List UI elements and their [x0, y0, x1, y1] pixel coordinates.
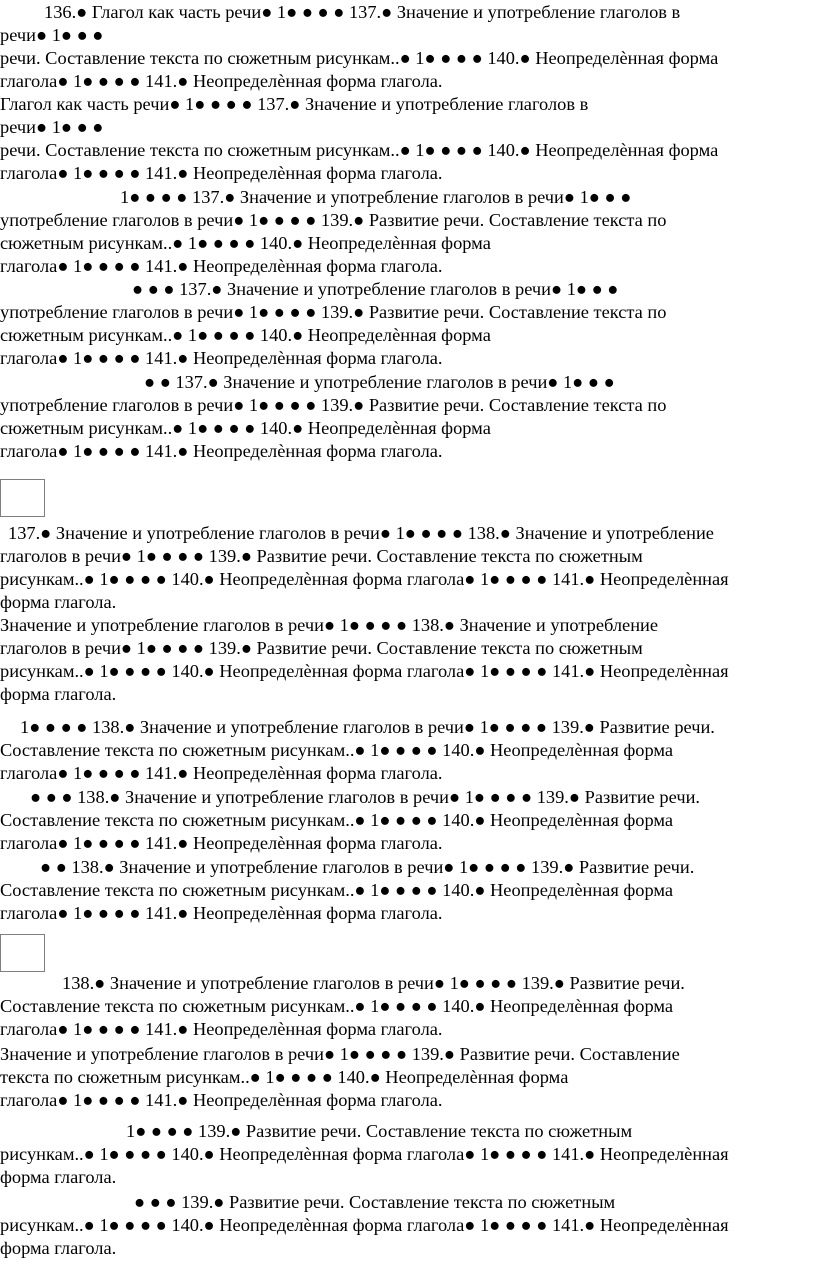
text-line: глагола● 1● ● ● ● 141.● Неопределѐнная форма глагола.: [0, 903, 443, 924]
text-line: глагола● 1● ● ● ● 141.● Неопределѐнная форма глагола.: [0, 256, 443, 277]
text-block-6: [0, 522, 816, 614]
text-line: глагола● 1● ● ● ● 141.● Неопределѐнная форма глагола.: [0, 71, 443, 92]
text-line: 1● ● ● ● 139.● Развитие речи. Составление текста по сюжетным: [126, 1121, 633, 1141]
text-block-13: [0, 1120, 816, 1189]
text-line: ● ● ● 139.● Развитие речи. Составление текста по сюжетным: [134, 1192, 616, 1212]
text-block-9: [0, 786, 816, 855]
text-line: 138.● Значение и употребление глаголов в речи● 1● ● ● ● 139.● Развитие речи.: [62, 973, 685, 993]
text-line: глагола● 1● ● ● ● 141.● Неопределѐнная форма глагола.: [0, 348, 443, 369]
text-line: форма глагола.: [0, 1167, 117, 1188]
text-line: рисункам..● 1● ● ● ● 140.● Неопределѐнная форма глагола● 1● ● ● ● 141.● Неопределѐнная: [0, 1215, 729, 1236]
text-block-1: [0, 1, 816, 93]
text-line: глагола● 1● ● ● ● 141.● Неопределѐнная форма глагола.: [0, 763, 443, 784]
text-block-8: [0, 716, 816, 785]
text-block-4: [0, 278, 816, 370]
text-block-5: [0, 371, 816, 463]
text-line: ● ● ● 137.● Значение и употребление глаголов в речи● 1● ● ●: [132, 279, 619, 299]
text-block-10: [0, 856, 816, 925]
text-line: глагола● 1● ● ● ● 141.● Неопределѐнная форма глагола.: [0, 163, 443, 184]
text-line: Значение и употребление глаголов в речи● 1● ● ● ● 139.● Развитие речи. Составление: [0, 1044, 680, 1064]
text-line: Составление текста по сюжетным рисункам..● 1● ● ● ● 140.● Неопределѐнная форма: [0, 740, 674, 761]
text-line: ● ● ● 138.● Значение и употребление глаголов в речи● 1● ● ● ● 139.● Развитие речи.: [30, 787, 701, 807]
text-line: форма глагола.: [0, 1238, 117, 1259]
text-block-12: [0, 1043, 816, 1112]
text-line: речи. Составление текста по сюжетным рисункам..● 1● ● ● ● 140.● Неопределѐнная форма: [0, 140, 719, 161]
text-line: речи● 1● ● ●: [0, 117, 104, 138]
text-line: 1● ● ● ● 137.● Значение и употребление глаголов в речи● 1● ● ●: [120, 187, 632, 207]
text-block-2: [0, 93, 816, 185]
text-block-3: [0, 186, 816, 278]
text-line: Составление текста по сюжетным рисункам..● 1● ● ● ● 140.● Неопределѐнная форма: [0, 810, 674, 831]
text-line: глагола● 1● ● ● ● 141.● Неопределѐнная форма глагола.: [0, 833, 443, 854]
text-line: ● ● 137.● Значение и употребление глаголов в речи● 1● ● ●: [144, 372, 615, 392]
text-block-14: [0, 1191, 816, 1260]
text-line: 1● ● ● ● 138.● Значение и употребление глаголов в речи● 1● ● ● ● 139.● Развитие речи.: [20, 717, 715, 737]
text-line: глаголов в речи● 1● ● ● ● 139.● Развитие речи. Составление текста по сюжетным: [0, 638, 643, 659]
text-line: текста по сюжетным рисункам..● 1● ● ● ● 140.● Неопределѐнная форма: [0, 1067, 569, 1088]
text-line: глаголов в речи● 1● ● ● ● 139.● Развитие речи. Составление текста по сюжетным: [0, 546, 643, 567]
text-line: форма глагола.: [0, 592, 117, 613]
text-line: употребление глаголов в речи● 1● ● ● ● 139.● Развитие речи. Составление текста по: [0, 395, 667, 416]
text-line: глагола● 1● ● ● ● 141.● Неопределѐнная форма глагола.: [0, 1090, 443, 1111]
text-line: сюжетным рисункам..● 1● ● ● ● 140.● Неопределѐнная форма: [0, 325, 491, 346]
text-line: речи● 1● ● ●: [0, 25, 104, 46]
text-line: Составление текста по сюжетным рисункам..● 1● ● ● ● 140.● Неопределѐнная форма: [0, 880, 674, 901]
text-line: рисункам..● 1● ● ● ● 140.● Неопределѐнная форма глагола● 1● ● ● ● 141.● Неопределѐнная: [0, 661, 729, 682]
text-line: глагола● 1● ● ● ● 141.● Неопределѐнная форма глагола.: [0, 441, 443, 462]
empty-box: [0, 934, 45, 972]
text-line: глагола● 1● ● ● ● 141.● Неопределѐнная форма глагола.: [0, 1019, 443, 1040]
text-line: сюжетным рисункам..● 1● ● ● ● 140.● Неопределѐнная форма: [0, 418, 491, 439]
text-line: Значение и употребление глаголов в речи● 1● ● ● ● 138.● Значение и употребление: [0, 615, 659, 635]
text-line: Составление текста по сюжетным рисункам..● 1● ● ● ● 140.● Неопределѐнная форма: [0, 996, 674, 1017]
empty-box: [0, 479, 45, 517]
text-block-11: [0, 972, 816, 1041]
text-line: употребление глаголов в речи● 1● ● ● ● 139.● Развитие речи. Составление текста по: [0, 210, 667, 231]
text-line: 136.● Глагол как часть речи● 1● ● ● ● 137.● Значение и употребление глаголов в: [44, 2, 681, 22]
text-line: ● ● 138.● Значение и употребление глаголов в речи● 1● ● ● ● 139.● Развитие речи.: [40, 857, 695, 877]
text-line: употребление глаголов в речи● 1● ● ● ● 139.● Развитие речи. Составление текста по: [0, 302, 667, 323]
text-line: 137.● Значение и употребление глаголов в речи● 1● ● ● ● 138.● Значение и употребление: [8, 523, 714, 543]
text-line: рисункам..● 1● ● ● ● 140.● Неопределѐнная форма глагола● 1● ● ● ● 141.● Неопределѐнная: [0, 569, 729, 590]
text-line: рисункам..● 1● ● ● ● 140.● Неопределѐнная форма глагола● 1● ● ● ● 141.● Неопределѐнная: [0, 1144, 729, 1165]
text-block-7: [0, 614, 816, 706]
text-line: речи. Составление текста по сюжетным рисункам..● 1● ● ● ● 140.● Неопределѐнная форма: [0, 48, 719, 69]
text-line: Глагол как часть речи● 1● ● ● ● 137.● Значение и употребление глаголов в: [0, 94, 589, 114]
text-line: сюжетным рисункам..● 1● ● ● ● 140.● Неопределѐнная форма: [0, 233, 491, 254]
text-line: форма глагола.: [0, 684, 117, 705]
